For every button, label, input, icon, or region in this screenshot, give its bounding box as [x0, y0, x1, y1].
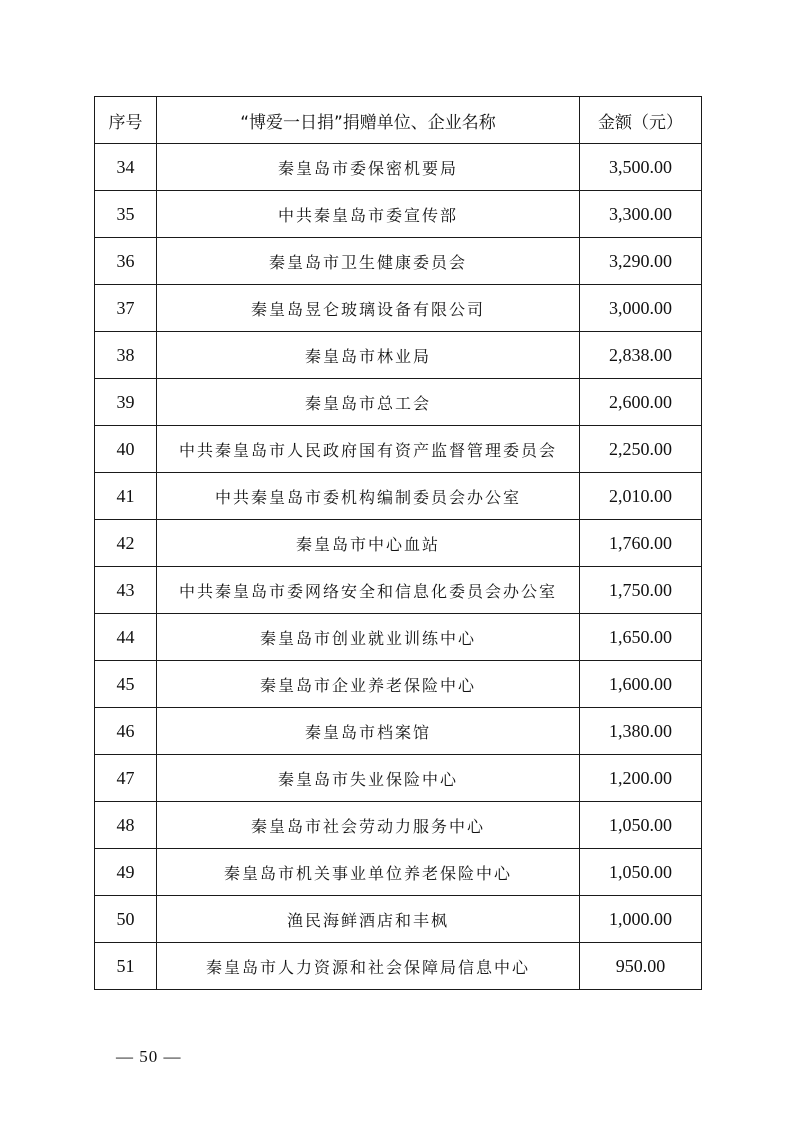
- donor-name: 渔民海鲜酒店和丰枫: [157, 896, 580, 943]
- donor-name: 秦皇岛市总工会: [157, 379, 580, 426]
- row-number: 38: [95, 332, 157, 379]
- donor-name: 中共秦皇岛市委网络安全和信息化委员会办公室: [157, 567, 580, 614]
- table-row: [95, 144, 702, 191]
- donation-table: [94, 96, 702, 990]
- donation-amount: 950.00: [580, 943, 702, 990]
- table-row: [95, 520, 702, 567]
- donor-name: 秦皇岛市机关事业单位养老保险中心: [157, 849, 580, 896]
- header-amount: 金额（元）: [580, 97, 702, 144]
- table-row: [95, 896, 702, 943]
- row-number: 51: [95, 943, 157, 990]
- donor-name: 秦皇岛市档案馆: [157, 708, 580, 755]
- donation-amount: 3,290.00: [580, 238, 702, 285]
- table-row: [95, 473, 702, 520]
- donation-amount: 1,380.00: [580, 708, 702, 755]
- table-row: [95, 802, 702, 849]
- donation-amount: 1,600.00: [580, 661, 702, 708]
- donor-name: 秦皇岛昱仑玻璃设备有限公司: [157, 285, 580, 332]
- donor-name: 秦皇岛市卫生健康委员会: [157, 238, 580, 285]
- row-number: 40: [95, 426, 157, 473]
- donor-name: 秦皇岛市委保密机要局: [157, 144, 580, 191]
- header-no: 序号: [95, 97, 157, 144]
- table-row: [95, 426, 702, 473]
- donation-amount: 1,000.00: [580, 896, 702, 943]
- row-number: 41: [95, 473, 157, 520]
- row-number: 50: [95, 896, 157, 943]
- row-number: 36: [95, 238, 157, 285]
- row-number: 34: [95, 144, 157, 191]
- donation-amount: 1,050.00: [580, 849, 702, 896]
- header-name: “博爱一日捐”捐赠单位、企业名称: [157, 97, 580, 144]
- donation-amount: 2,250.00: [580, 426, 702, 473]
- row-number: 39: [95, 379, 157, 426]
- donor-name: 秦皇岛市林业局: [157, 332, 580, 379]
- table-row: [95, 332, 702, 379]
- donation-amount: 1,200.00: [580, 755, 702, 802]
- donation-amount: 3,500.00: [580, 144, 702, 191]
- row-number: 43: [95, 567, 157, 614]
- donor-name: 秦皇岛市创业就业训练中心: [157, 614, 580, 661]
- table-row: [95, 238, 702, 285]
- table-row: [95, 755, 702, 802]
- donation-amount: 3,000.00: [580, 285, 702, 332]
- row-number: 45: [95, 661, 157, 708]
- table-row: [95, 661, 702, 708]
- donor-name: 中共秦皇岛市委宣传部: [157, 191, 580, 238]
- donation-amount: 1,050.00: [580, 802, 702, 849]
- donor-name: 中共秦皇岛市委机构编制委员会办公室: [157, 473, 580, 520]
- row-number: 47: [95, 755, 157, 802]
- table-row: [95, 567, 702, 614]
- table-row: [95, 285, 702, 332]
- table-row: [95, 614, 702, 661]
- table-row: [95, 849, 702, 896]
- row-number: 46: [95, 708, 157, 755]
- table-row: [95, 708, 702, 755]
- donor-name: 中共秦皇岛市人民政府国有资产监督管理委员会: [157, 426, 580, 473]
- row-number: 42: [95, 520, 157, 567]
- table-row: [95, 379, 702, 426]
- row-number: 35: [95, 191, 157, 238]
- donor-name: 秦皇岛市人力资源和社会保障局信息中心: [157, 943, 580, 990]
- donor-name: 秦皇岛市社会劳动力服务中心: [157, 802, 580, 849]
- donation-amount: 3,300.00: [580, 191, 702, 238]
- row-number: 44: [95, 614, 157, 661]
- page-number: — 50 —: [116, 1047, 182, 1066]
- donor-name: 秦皇岛市失业保险中心: [157, 755, 580, 802]
- donation-amount: 2,010.00: [580, 473, 702, 520]
- table-body: [95, 144, 702, 990]
- row-number: 48: [95, 802, 157, 849]
- row-number: 37: [95, 285, 157, 332]
- table-header-row: [95, 97, 702, 144]
- row-number: 49: [95, 849, 157, 896]
- donor-name: 秦皇岛市中心血站: [157, 520, 580, 567]
- donation-amount: 1,760.00: [580, 520, 702, 567]
- donation-amount: 1,750.00: [580, 567, 702, 614]
- table-row: [95, 191, 702, 238]
- table-row: [95, 943, 702, 990]
- donation-amount: 2,600.00: [580, 379, 702, 426]
- donation-amount: 2,838.00: [580, 332, 702, 379]
- donor-name: 秦皇岛市企业养老保险中心: [157, 661, 580, 708]
- donation-amount: 1,650.00: [580, 614, 702, 661]
